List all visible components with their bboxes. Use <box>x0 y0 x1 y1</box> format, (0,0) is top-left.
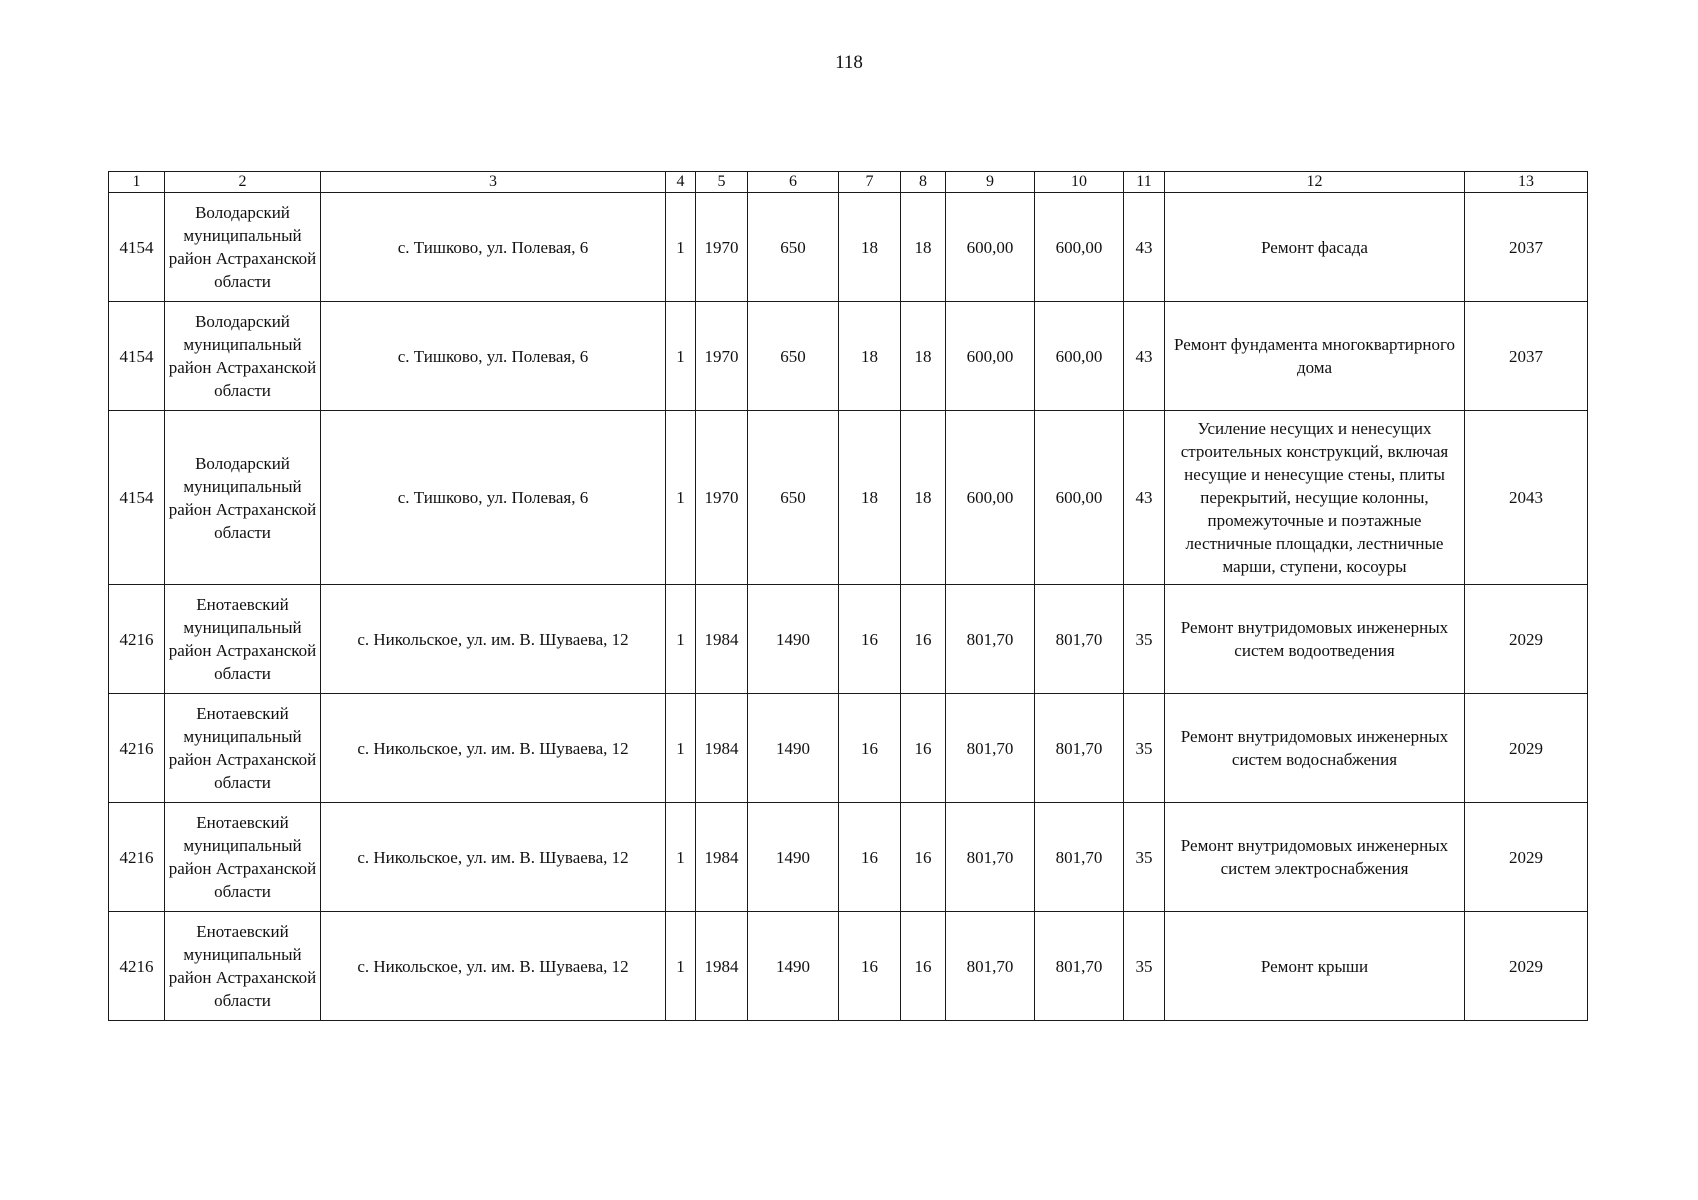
cell-plan-year: 2029 <box>1465 694 1588 803</box>
cell-col11: 35 <box>1124 585 1165 694</box>
cell-col7: 18 <box>839 193 901 302</box>
column-header: 6 <box>748 172 839 193</box>
cell-col7: 16 <box>839 694 901 803</box>
cell-year: 1984 <box>696 912 748 1021</box>
cell-col8: 16 <box>901 803 946 912</box>
cell-year: 1984 <box>696 585 748 694</box>
cell-col7: 16 <box>839 912 901 1021</box>
table-row <box>109 193 1588 302</box>
column-header: 2 <box>165 172 321 193</box>
cell-col11: 35 <box>1124 694 1165 803</box>
cell-col8: 16 <box>901 694 946 803</box>
cell-col11: 43 <box>1124 411 1165 585</box>
column-header: 1 <box>109 172 165 193</box>
cell-year: 1984 <box>696 694 748 803</box>
cell-address: с. Тишково, ул. Полевая, 6 <box>321 411 666 585</box>
column-header: 5 <box>696 172 748 193</box>
cell-col6: 1490 <box>748 585 839 694</box>
column-header: 10 <box>1035 172 1124 193</box>
column-header: 12 <box>1165 172 1465 193</box>
cell-year: 1984 <box>696 803 748 912</box>
cell-address: с. Никольское, ул. им. В. Шуваева, 12 <box>321 803 666 912</box>
cell-col8: 16 <box>901 585 946 694</box>
cell-col6: 650 <box>748 411 839 585</box>
cell-col4: 1 <box>666 585 696 694</box>
cell-col7: 16 <box>839 585 901 694</box>
table-row <box>109 585 1588 694</box>
cell-id: 4154 <box>109 411 165 585</box>
cell-id: 4154 <box>109 302 165 411</box>
cell-district: Енотаевский муниципальный район Астраханской области <box>165 694 321 803</box>
column-header: 9 <box>946 172 1035 193</box>
cell-area-living: 801,70 <box>1035 912 1124 1021</box>
cell-col11: 43 <box>1124 193 1165 302</box>
cell-col11: 35 <box>1124 803 1165 912</box>
cell-col6: 650 <box>748 193 839 302</box>
cell-col7: 18 <box>839 411 901 585</box>
cell-id: 4216 <box>109 912 165 1021</box>
cell-col11: 35 <box>1124 912 1165 1021</box>
cell-year: 1970 <box>696 411 748 585</box>
cell-work: Ремонт внутридомовых инженерных систем водоотведения <box>1165 585 1465 694</box>
cell-area-living: 801,70 <box>1035 803 1124 912</box>
cell-plan-year: 2029 <box>1465 803 1588 912</box>
column-header: 13 <box>1465 172 1588 193</box>
cell-id: 4154 <box>109 193 165 302</box>
cell-address: с. Тишково, ул. Полевая, 6 <box>321 193 666 302</box>
cell-col4: 1 <box>666 803 696 912</box>
table-header <box>109 172 1588 193</box>
cell-work: Ремонт фасада <box>1165 193 1465 302</box>
cell-area-total: 600,00 <box>946 193 1035 302</box>
cell-work: Ремонт внутридомовых инженерных систем электроснабжения <box>1165 803 1465 912</box>
cell-plan-year: 2043 <box>1465 411 1588 585</box>
cell-district: Енотаевский муниципальный район Астраханской области <box>165 803 321 912</box>
table-row <box>109 694 1588 803</box>
cell-col7: 16 <box>839 803 901 912</box>
column-header: 3 <box>321 172 666 193</box>
cell-col6: 1490 <box>748 694 839 803</box>
cell-year: 1970 <box>696 193 748 302</box>
table-row <box>109 912 1588 1021</box>
cell-address: с. Тишково, ул. Полевая, 6 <box>321 302 666 411</box>
cell-address: с. Никольское, ул. им. В. Шуваева, 12 <box>321 585 666 694</box>
cell-area-total: 801,70 <box>946 694 1035 803</box>
cell-col8: 18 <box>901 302 946 411</box>
registry-table <box>108 171 1588 1021</box>
cell-address: с. Никольское, ул. им. В. Шуваева, 12 <box>321 694 666 803</box>
cell-area-living: 600,00 <box>1035 193 1124 302</box>
cell-district: Володарский муниципальный район Астраханской области <box>165 302 321 411</box>
cell-address: с. Никольское, ул. им. В. Шуваева, 12 <box>321 912 666 1021</box>
cell-area-living: 801,70 <box>1035 585 1124 694</box>
cell-col4: 1 <box>666 694 696 803</box>
cell-year: 1970 <box>696 302 748 411</box>
cell-col6: 650 <box>748 302 839 411</box>
cell-district: Енотаевский муниципальный район Астраханской области <box>165 585 321 694</box>
page-number: 118 <box>835 52 863 73</box>
cell-district: Володарский муниципальный район Астраханской области <box>165 411 321 585</box>
cell-area-total: 801,70 <box>946 585 1035 694</box>
cell-id: 4216 <box>109 585 165 694</box>
cell-id: 4216 <box>109 803 165 912</box>
cell-col4: 1 <box>666 193 696 302</box>
column-header: 4 <box>666 172 696 193</box>
cell-col7: 18 <box>839 302 901 411</box>
cell-plan-year: 2037 <box>1465 302 1588 411</box>
cell-area-living: 600,00 <box>1035 411 1124 585</box>
cell-area-living: 801,70 <box>1035 694 1124 803</box>
cell-col8: 18 <box>901 411 946 585</box>
cell-col4: 1 <box>666 302 696 411</box>
cell-area-total: 801,70 <box>946 803 1035 912</box>
cell-col11: 43 <box>1124 302 1165 411</box>
cell-plan-year: 2029 <box>1465 585 1588 694</box>
cell-area-total: 600,00 <box>946 302 1035 411</box>
column-number-row <box>109 172 1588 193</box>
table-body <box>109 193 1588 1021</box>
table-row <box>109 302 1588 411</box>
cell-id: 4216 <box>109 694 165 803</box>
cell-work: Усиление несущих и ненесущих строительных конструкций, включая несущие и ненесущие стены, плиты перекрытий, несущие колонны, промежуточные и поэтажные лестничные площадки, лестничные марши, ступени, косоуры <box>1165 411 1465 585</box>
table-row <box>109 411 1588 585</box>
cell-area-living: 600,00 <box>1035 302 1124 411</box>
cell-col4: 1 <box>666 912 696 1021</box>
column-header: 7 <box>839 172 901 193</box>
cell-col8: 18 <box>901 193 946 302</box>
cell-work: Ремонт внутридомовых инженерных систем водоснабжения <box>1165 694 1465 803</box>
cell-work: Ремонт фундамента многоквартирного дома <box>1165 302 1465 411</box>
cell-district: Енотаевский муниципальный район Астраханской области <box>165 912 321 1021</box>
cell-area-total: 600,00 <box>946 411 1035 585</box>
table-row <box>109 803 1588 912</box>
column-header: 8 <box>901 172 946 193</box>
cell-col6: 1490 <box>748 912 839 1021</box>
cell-work: Ремонт крыши <box>1165 912 1465 1021</box>
cell-col4: 1 <box>666 411 696 585</box>
cell-plan-year: 2029 <box>1465 912 1588 1021</box>
cell-district: Володарский муниципальный район Астраханской области <box>165 193 321 302</box>
cell-col8: 16 <box>901 912 946 1021</box>
cell-plan-year: 2037 <box>1465 193 1588 302</box>
cell-area-total: 801,70 <box>946 912 1035 1021</box>
cell-col6: 1490 <box>748 803 839 912</box>
column-header: 11 <box>1124 172 1165 193</box>
